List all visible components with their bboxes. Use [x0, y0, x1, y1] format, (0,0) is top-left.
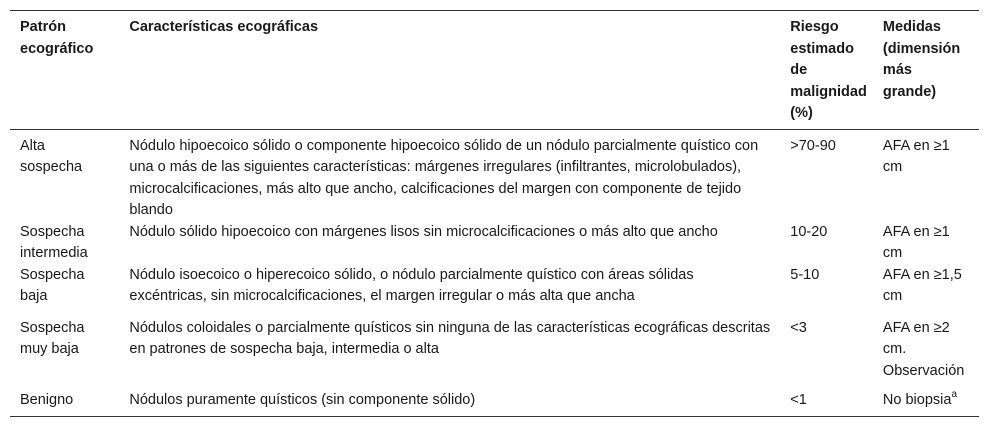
- cell-measure: AFA en ≥2 cm. Observación: [882, 319, 965, 379]
- cell-measure: AFA en ≥1,5 cm: [882, 266, 962, 304]
- cell-features: Nódulo hipoecoico sólido o componente hipoecoico sólido de un nódulo parcialmente quístico con una o más de las siguientes características: márgenes irregulares (infiltrantes, microlobulados), microcalcificaciones, más alto que ancho, calcificaciones del margen con componente de tejido blando: [129, 137, 759, 218]
- cell-risk: 10-20: [790, 223, 828, 240]
- ultrasound-pattern-table: [10, 10, 979, 417]
- cell-risk: >70-90: [790, 137, 836, 154]
- cell-measure: [873, 382, 979, 416]
- cell-features: Nódulo isoecoico o hiperecoico sólido, o nódulo parcialmente quístico con áreas sólidas excéntricas, sin microcalcificaciones, el margen irregular o más alta que ancha: [129, 266, 694, 304]
- header-pattern: Patrón ecográfico: [20, 19, 94, 57]
- measure-text: No biopsia: [882, 392, 952, 408]
- footnote-marker: a: [951, 389, 957, 401]
- table-row: [10, 265, 979, 308]
- header-risk: Riesgo estimado de malignidad (%): [790, 19, 867, 121]
- header-measure: Medidas (dimensión más grande): [882, 19, 961, 100]
- cell-features: Nódulos puramente quísticos (sin componente sólido): [129, 392, 476, 408]
- table-row: [10, 308, 979, 383]
- cell-features: Nódulo sólido hipoecoico con márgenes lisos sin microcalcificaciones o más alto que ancho: [129, 223, 718, 240]
- table-row: [10, 382, 979, 416]
- cell-risk: 5-10: [790, 266, 820, 283]
- table-header: [10, 11, 979, 130]
- cell-pattern: Sospecha muy baja: [20, 319, 85, 357]
- cell-pattern: Sospecha intermedia: [20, 223, 88, 261]
- cell-pattern: Sospecha baja: [20, 266, 85, 304]
- cell-risk: <1: [790, 392, 807, 408]
- cell-features: Nódulos coloidales o parcialmente quísticos sin ninguna de las características ecográficas descritas en patrones de sospecha baja, intermedia o alta: [129, 319, 771, 357]
- cell-risk: <3: [790, 319, 807, 336]
- cell-measure: AFA en ≥1 cm: [882, 137, 950, 175]
- table-row: [10, 129, 979, 222]
- cell-pattern: Alta sospecha: [20, 137, 83, 175]
- header-features: Características ecográficas: [129, 19, 319, 35]
- cell-measure: AFA en ≥1 cm: [882, 223, 950, 261]
- table-body: [10, 129, 979, 416]
- cell-pattern: Benigno: [20, 392, 74, 408]
- header-row: [10, 11, 979, 130]
- table-row: [10, 222, 979, 265]
